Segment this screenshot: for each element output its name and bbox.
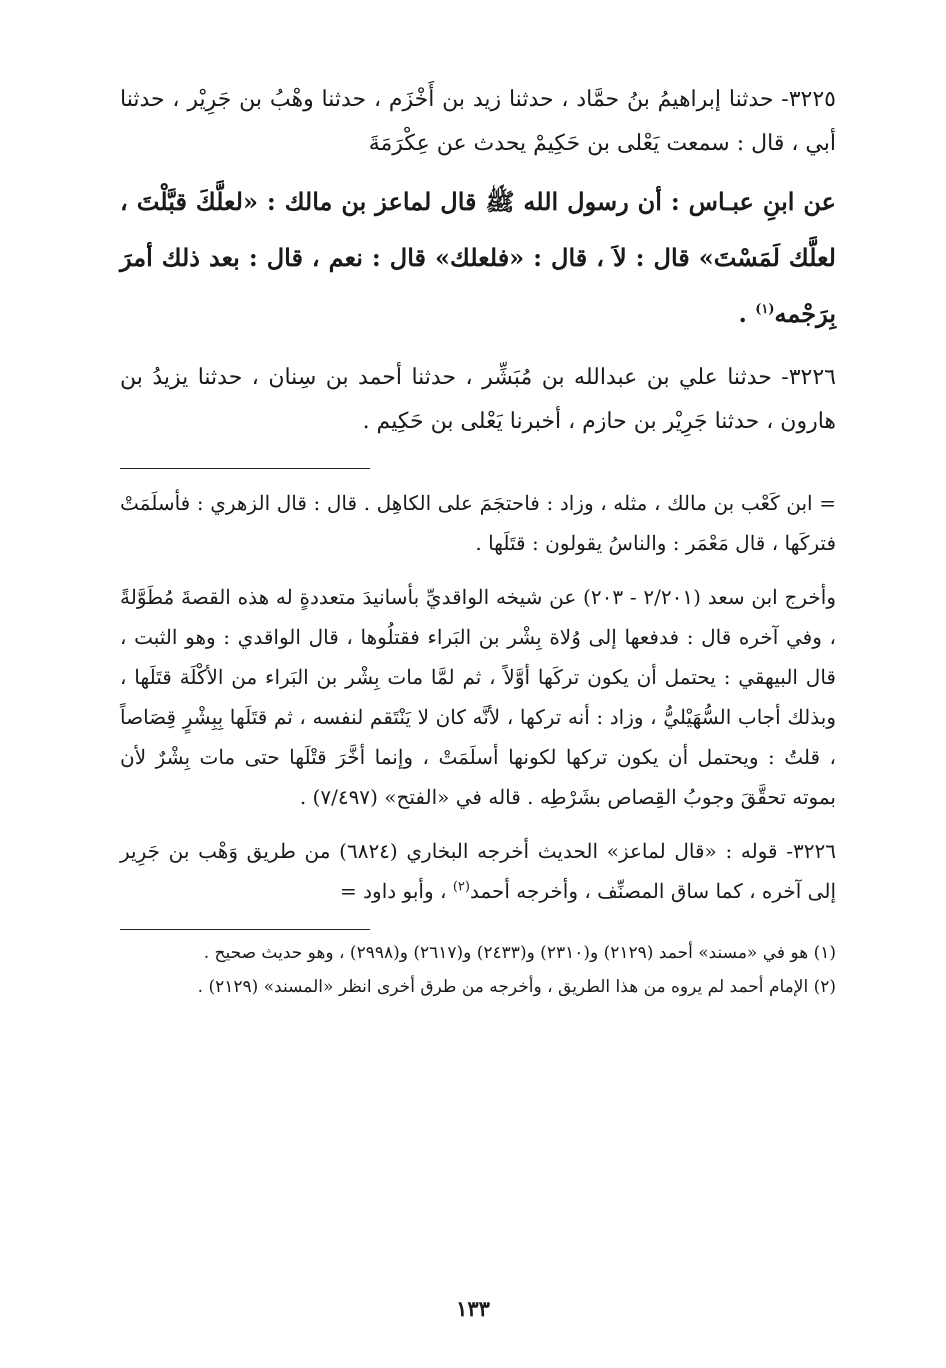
footnote-divider [120,929,370,930]
commentary-p3-end: ، وأبو داود = [340,879,453,903]
hadith-3225-matn-text: عن ابنِ عبـاس : أن رسول الله ﷺ قال لماعز بن مالك : «لعلَّكَ قبَّلْتَ ، لعلَّك لَمَسْتَ» قال : لاَ ، قال : «فلعلك» قال : نعم ، قال : بعد ذلك أمرَ بِرَجْمه [120,187,836,328]
commentary-p3-text: ٣٢٢٦- قوله : «قال لماعز» الحديث أخرجه البخاري (٦٨٢٤) من طريق وَهْب بن جَرِير إلى آخره ، كما ساق المصنِّف ، وأخرجه أحمد [120,839,836,903]
footnote-1 [120,938,836,968]
page-number: ١٣٣ [456,1296,490,1321]
commentary-paragraph-1 [120,483,836,563]
hadith-3225-matn [120,174,836,342]
hadith-3225-matn-end: . [738,299,756,328]
commentary-p1-text: = ابن كَعْب بن مالك ، مثله ، وزاد : فاحتجَمَ على الكاهِل . قال : قال الزهري : فأسلَمَتْ فتركَها ، قال مَعْمَر : والناسُ يقولون : قتَلَها . [120,491,836,555]
commentary-p2-text: وأخرج ابن سعد (٢/٢٠١ - ٢٠٣) عن شيخه الواقديِّ بأسانيدَ متعددةٍ له هذه القصةَ مُطَوَّلةً ، وفي آخره قال : فدفعها إلى وُلاة بِشْر بن البَراء فقتلُوها ، قال الواقدي : وهو الثبت ، قال البيهقي : يحتمل أن يكون تركَها أوَّلاً ، ثم لمَّا مات بِشْر بن البَراء من الأكْلَة قتَلَها ، وبذلك أجاب السُّهَيْليُّ ، وزاد : أنه تركها ، لأنَّه كان لا يَنْتَقم لنفسه ، ثم قتَلَها بِبِشْرٍ قِصَاصاً ، قلتُ : ويحتمل أن يكون تركها لكونها أسلَمَتْ ، وإنما أخَّرَ قتْلَها حتى مات بِشْرٌ لأن بموته تحقَّقَ وجوبُ القِصاص بشَرْطِه . قاله في «الفتح» (٧/٤٩٧) . [120,585,837,809]
hadith-3225-isnad-text: ٣٢٢٥- حدثنا إبراهيمُ بنُ حمَّاد ، حدثنا زيد بن أَخْزَم ، حدثنا وهْبُ بن جَرِيْر ، حدثنا أبي ، قال : سمعت يَعْلى بن حَكِيمْ يحدث عن عِكْرَمَةَ [120,87,836,156]
commentary-paragraph-2 [120,577,836,817]
footnote-2-text: (٢) الإمام أحمد لم يروه من هذا الطريق ، وأخرجه من طرق أخرى انظر «المسند» (٢١٢٩) . [197,977,836,997]
footnote-1-text: (١) هو في «مسند» أحمد (٢١٢٩) و(٢٣١٠) و(٢٤٣٣) و(٢٦١٧) و(٢٩٩٨) ، وهو حديث صحيح . [203,943,836,963]
commentary-paragraph-3 [120,831,836,911]
commentary-divider [120,468,370,469]
footnote-ref-1[interactable]: (١) [755,302,775,317]
page-body [120,78,836,1002]
hadith-3226-isnad [120,356,836,444]
hadith-3225-isnad [120,78,836,166]
footnote-ref-2[interactable]: (٢) [452,879,470,895]
hadith-3226-text: ٣٢٢٦- حدثنا علي بن عبدالله بن مُبَشِّر ، حدثنا أحمد بن سِنان ، حدثنا يزيدُ بن هارون ، حدثنا جَرِيْر بن حازم ، أخبرنا يَعْلى بن حَكِيم . [120,365,836,434]
footnote-2 [120,972,836,1002]
